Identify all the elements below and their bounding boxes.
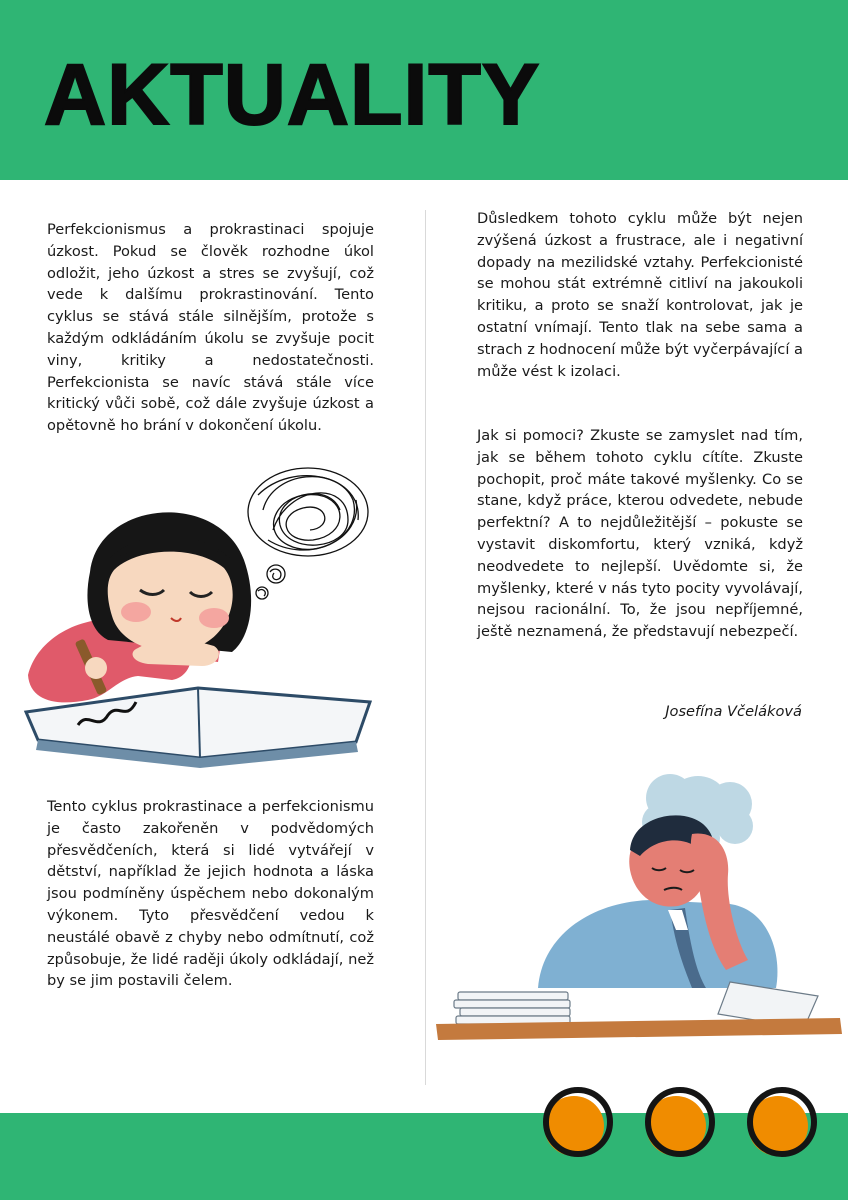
article-paragraph-1: Perfekcionismus a prokrastinaci spojuje úzkost. Pokud se člověk rozhodne úkol odložit, jeho úzkost a stres se zvyšují, což vede k dalšímu prokrastinování. Tento cyklus se stává stále silnějším, protože s každým odkládáním úkolu se zvyšuje pocit viny, kritiky a nedostatečnosti. Perfekcionista se navíc stává stále více kritický vůči sobě, což dále zvyšuje úzkost a opětovně ho brání v dokončení úkolu. — [47, 221, 374, 435]
column-divider — [425, 210, 426, 1085]
tangled-thought-bubble — [248, 468, 368, 599]
author-signature: Josefína Včeláková — [665, 703, 802, 720]
procrastinating-girl-illustration — [18, 440, 388, 770]
man-body — [538, 900, 777, 988]
article-paragraph-3: Důsledkem tohoto cyklu může být nejen zvýšená úzkost a frustrace, ale i negativní dopady na mezilidské vztahy. Perfekcionisté se mohou stát extrémně citliví na jakoukoli kritiku, a proto se snaží kontrolovat, jak je ostatní vnímají. Tento tlak na sebe sama a strach z hodnocení může být vyčerpávající a může vést k izolaci. — [477, 210, 803, 380]
page-title: AKTUALITY — [44, 47, 541, 143]
stressed-man-illustration — [430, 760, 848, 1040]
article-paragraph-2: Tento cyklus prokrastinace a perfekcionismu je často zakořeněn v podvědomých přesvědčeních, která si lidé vytvářejí v dětství, například že jejich hodnota a láska jsou podmíněny úspěchem nebo dokonalým výkonem. Tyto přesvědčení vedou k neustálé obavě z chyby nebo odmítnutí, což způsobuje, že lidé raději úkoly odkládají, než by se jim postavili čelem. — [47, 798, 374, 990]
article-paragraph-4: Jak si pomoci? Zkuste se zamyslet nad tím, jak se během tohoto cyklu cítíte. Zkuste pochopit, proč máte takové myšlenky. Co se stane, když práce, kterou odvedete, nebude perfektní? A to nejdůležitější – pokuste se vystavit diskomfortu, který vzniká, když neodvedete to nejlepší. Uvědomte si, že myšlenky, které v nás tyto pocity vyvolávají, nejsou racionální. To, že jsou nepříjemné, ještě neznamená, že představují nebezpečí. — [477, 427, 803, 641]
footer-band — [0, 1113, 848, 1200]
girl-face — [108, 552, 233, 652]
decorative-orange-circle-3 — [744, 1086, 820, 1162]
decorative-orange-circle-2 — [642, 1086, 718, 1162]
decorative-orange-circle-1 — [540, 1086, 616, 1162]
